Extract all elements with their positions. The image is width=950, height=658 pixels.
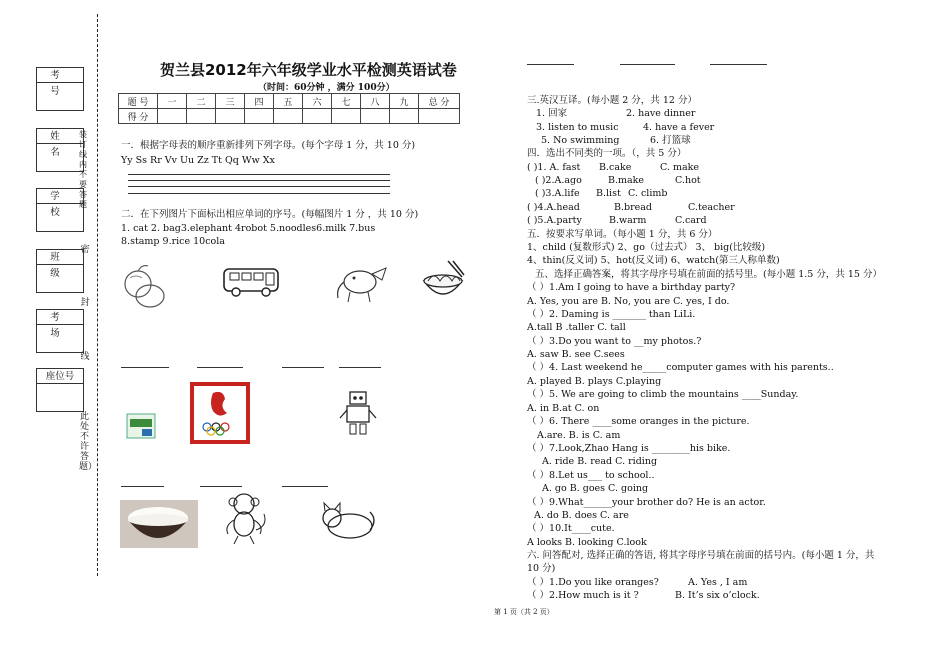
score-cell: 八	[361, 94, 390, 109]
score-cell: 九	[390, 94, 419, 109]
answer-blank[interactable]	[197, 367, 243, 368]
answer-blank[interactable]	[620, 64, 675, 65]
answer-blank[interactable]	[121, 367, 169, 368]
score-input-cell[interactable]	[187, 109, 216, 124]
side-box-name[interactable]	[36, 144, 84, 172]
section7-heading-line1: 六. 问答配对, 选择正确的答语, 将其字母序号填在前面的括号内。(每小题 1 分，共	[527, 550, 875, 561]
answer-blank[interactable]	[121, 486, 164, 487]
fruit-icon	[120, 262, 168, 312]
answer-blank[interactable]	[710, 64, 767, 65]
score-input-cell[interactable]	[216, 109, 245, 124]
score-cell: 七	[332, 94, 361, 109]
side-box-class[interactable]	[36, 265, 84, 293]
mc-q5: （ ）5. We are going to climb the mountains ____Sunday.	[527, 389, 799, 400]
seal-char-xian: 线	[80, 352, 90, 362]
answer-blank[interactable]	[282, 367, 324, 368]
odd-one-q2-b: B.make	[608, 175, 645, 186]
odd-one-q1: ( )1. A. fast	[527, 162, 581, 173]
score-input-cell[interactable]	[274, 109, 303, 124]
seal-char-mi: 密	[80, 245, 90, 255]
mc-q9: （ ）9.What______your brother do? He is an actor.	[527, 497, 766, 508]
section5-heading: 五．按要求写单词。（每小题 1 分，共 6 分）	[527, 229, 718, 240]
side-label-exam-no: 考 号	[36, 67, 84, 83]
score-cell-total: 总 分	[419, 94, 460, 109]
answer-blank[interactable]	[200, 486, 242, 487]
exam-time-info: （时间：60分钟 ，满分 100分）	[258, 83, 395, 93]
mc-q6: （ ）6. There ____some oranges in the picture.	[527, 416, 750, 427]
word-form-line1: 1、child (复数形式) 2、go（过去式） 3、 big(比较级)	[527, 242, 766, 253]
section6-heading: 五、选择正确答案，将其字母序号填在前面的括号里。(每小题 1.5 分，共 15 分）	[535, 269, 882, 280]
score-input-cell[interactable]	[419, 109, 460, 124]
section2-heading: 二．在下列图片下面标出相应单词的序号。(每幅图片 1 分 ，共 10 分)	[121, 209, 419, 220]
odd-one-q1-c: C. make	[660, 162, 700, 173]
mc-q3-options: A. saw B. see C.sees	[527, 349, 625, 360]
odd-one-q5-c: C.card	[675, 215, 707, 226]
score-table-header-row	[119, 94, 460, 109]
binding-dashed-line	[97, 14, 98, 576]
qa-a1: A. Yes , I am	[688, 577, 748, 588]
seal-note: 此处不许答题）	[79, 412, 98, 472]
answer-blank[interactable]	[339, 367, 381, 368]
score-cell: 一	[158, 94, 187, 109]
score-cell: 三	[216, 94, 245, 109]
mc-q4: （ ）4. Last weekend he_____computer games with his parents..	[527, 362, 834, 373]
odd-one-q5: ( )5.A.party	[527, 215, 582, 226]
odd-one-q4-c: C.teacher	[688, 202, 735, 213]
odd-one-q2: ( )2.A.ago	[535, 175, 582, 186]
score-table	[118, 93, 460, 124]
elephant-icon	[332, 262, 390, 304]
rice-icon	[120, 500, 198, 548]
mc-q2-options: A.tall B .taller C. tall	[527, 322, 626, 333]
mc-q2: （ ）2. Daming is _______ than LiLi.	[527, 309, 696, 320]
mc-q5-options: A. in B.at C. on	[527, 403, 600, 414]
side-label-name: 姓 名	[36, 128, 84, 144]
mc-q8: （ ）8.Let us___ to school..	[527, 470, 655, 481]
side-box-seat[interactable]	[36, 384, 84, 412]
translate-item-4: 4. have a fever	[643, 122, 715, 133]
odd-one-q3-b: B.list	[596, 188, 621, 199]
mc-q7: （ ）7.Look,Zhao Hang is ________his bike.	[527, 443, 731, 454]
side-box-school[interactable]	[36, 204, 84, 232]
translate-item-6: 6. 打篮球	[650, 135, 691, 146]
monkey-icon	[222, 490, 268, 546]
score-input-cell[interactable]	[332, 109, 361, 124]
answer-blank[interactable]	[527, 64, 574, 65]
odd-one-q1-b: B.cake	[599, 162, 632, 173]
mc-q6-options: A.are. B. is C. am	[537, 430, 621, 441]
score-input-cell[interactable]	[361, 109, 390, 124]
score-table-score-row	[119, 109, 460, 124]
odd-one-q3: ( )3.A.life	[535, 188, 580, 199]
bus-icon	[220, 265, 284, 299]
score-cell: 二	[187, 94, 216, 109]
answer-blank[interactable]	[282, 486, 328, 487]
qa-q2: （ ）2.How much is it ?	[527, 590, 639, 601]
mc-q4-options: A. played B. plays C.playing	[527, 376, 662, 387]
word-form-line2: 4、thin(反义词) 5、hot(反义词) 6、watch(第三人称单数)	[527, 255, 780, 266]
odd-one-q3-c: C. climb	[628, 188, 668, 199]
side-label-school: 学 校	[36, 188, 84, 204]
score-cell-label: 得 分	[119, 109, 158, 124]
milk-icon	[124, 410, 158, 442]
side-box-exam-no[interactable]	[36, 83, 84, 111]
translate-item-2: 2. have dinner	[626, 108, 696, 119]
section1-letters: Yy Ss Rr Vv Uu Zz Tt Qq Ww Xx	[121, 155, 275, 166]
mc-q3: （ ）3.Do you want to __my photos.?	[527, 336, 702, 347]
stamp-icon	[189, 381, 251, 445]
writing-line[interactable]	[128, 186, 390, 187]
score-cell: 六	[303, 94, 332, 109]
qa-a2: B. It’s six o’clock.	[675, 590, 760, 601]
odd-one-q2-c: C.hot	[675, 175, 701, 186]
mc-q9-options: A. do B. does C. are	[534, 510, 629, 521]
score-input-cell[interactable]	[303, 109, 332, 124]
score-cell: 四	[245, 94, 274, 109]
qa-q1: （ ）1.Do you like oranges?	[527, 577, 659, 588]
robot-icon	[338, 388, 378, 438]
section4-heading: 四．选出不同类的一项。（，共 5 分）	[527, 148, 687, 159]
score-input-cell[interactable]	[245, 109, 274, 124]
odd-one-q4: ( )4.A.head	[527, 202, 580, 213]
score-cell-label: 题 号	[119, 94, 158, 109]
section3-heading: 三.英汉互译。(每小题 2 分，共 12 分）	[527, 95, 697, 106]
writing-line[interactable]	[128, 193, 390, 194]
section2-words-line2: 8.stamp 9.rice 10cola	[121, 236, 225, 247]
cat-icon	[316, 500, 378, 542]
side-label-class: 班 级	[36, 249, 84, 265]
odd-one-q5-b: B.warm	[609, 215, 647, 226]
section7-heading-line2: 10 分)	[527, 563, 556, 574]
section1-heading: 一．根据字母表的顺序重新排列下列字母。(每个字母 1 分，共 10 分)	[121, 140, 416, 151]
translate-item-5: 5. No swimming	[541, 135, 620, 146]
mc-q7-options: A. ride B. read C. riding	[542, 456, 658, 467]
translate-item-3: 3. listen to music	[536, 122, 619, 133]
score-input-cell[interactable]	[158, 109, 187, 124]
mc-q1: （ ）1.Am I going to have a birthday party?	[527, 282, 736, 293]
score-input-cell[interactable]	[390, 109, 419, 124]
noodles-icon	[420, 259, 466, 305]
odd-one-q4-b: B.bread	[614, 202, 652, 213]
writing-line[interactable]	[128, 180, 390, 181]
writing-line[interactable]	[128, 174, 390, 175]
mc-q1-options: A. Yes, you are B. No, you are C. yes, I do.	[527, 296, 730, 307]
seal-text-top: 装订线内不要答题	[79, 130, 87, 209]
section2-words-line1: 1. cat 2. bag3.elephant 4robot 5.noodles6.milk 7.bus	[121, 223, 376, 234]
translate-item-1: 1. 回家	[536, 108, 568, 119]
mc-q10: （ ）10.It____cute.	[527, 523, 615, 534]
seal-char-feng: 封	[80, 298, 90, 308]
side-label-seat: 座位号	[36, 368, 84, 384]
side-label-room: 考 场	[36, 309, 84, 325]
score-cell: 五	[274, 94, 303, 109]
page-footer: 第 1 页（共 2 页）	[494, 608, 554, 616]
mc-q8-options: A. go B. goes C. going	[542, 483, 649, 494]
side-box-room[interactable]	[36, 325, 84, 353]
page-title: 贺兰县2012年六年级学业水平检测英语试卷	[160, 61, 457, 79]
mc-q10-options: A looks B. looking C.look	[527, 537, 647, 548]
